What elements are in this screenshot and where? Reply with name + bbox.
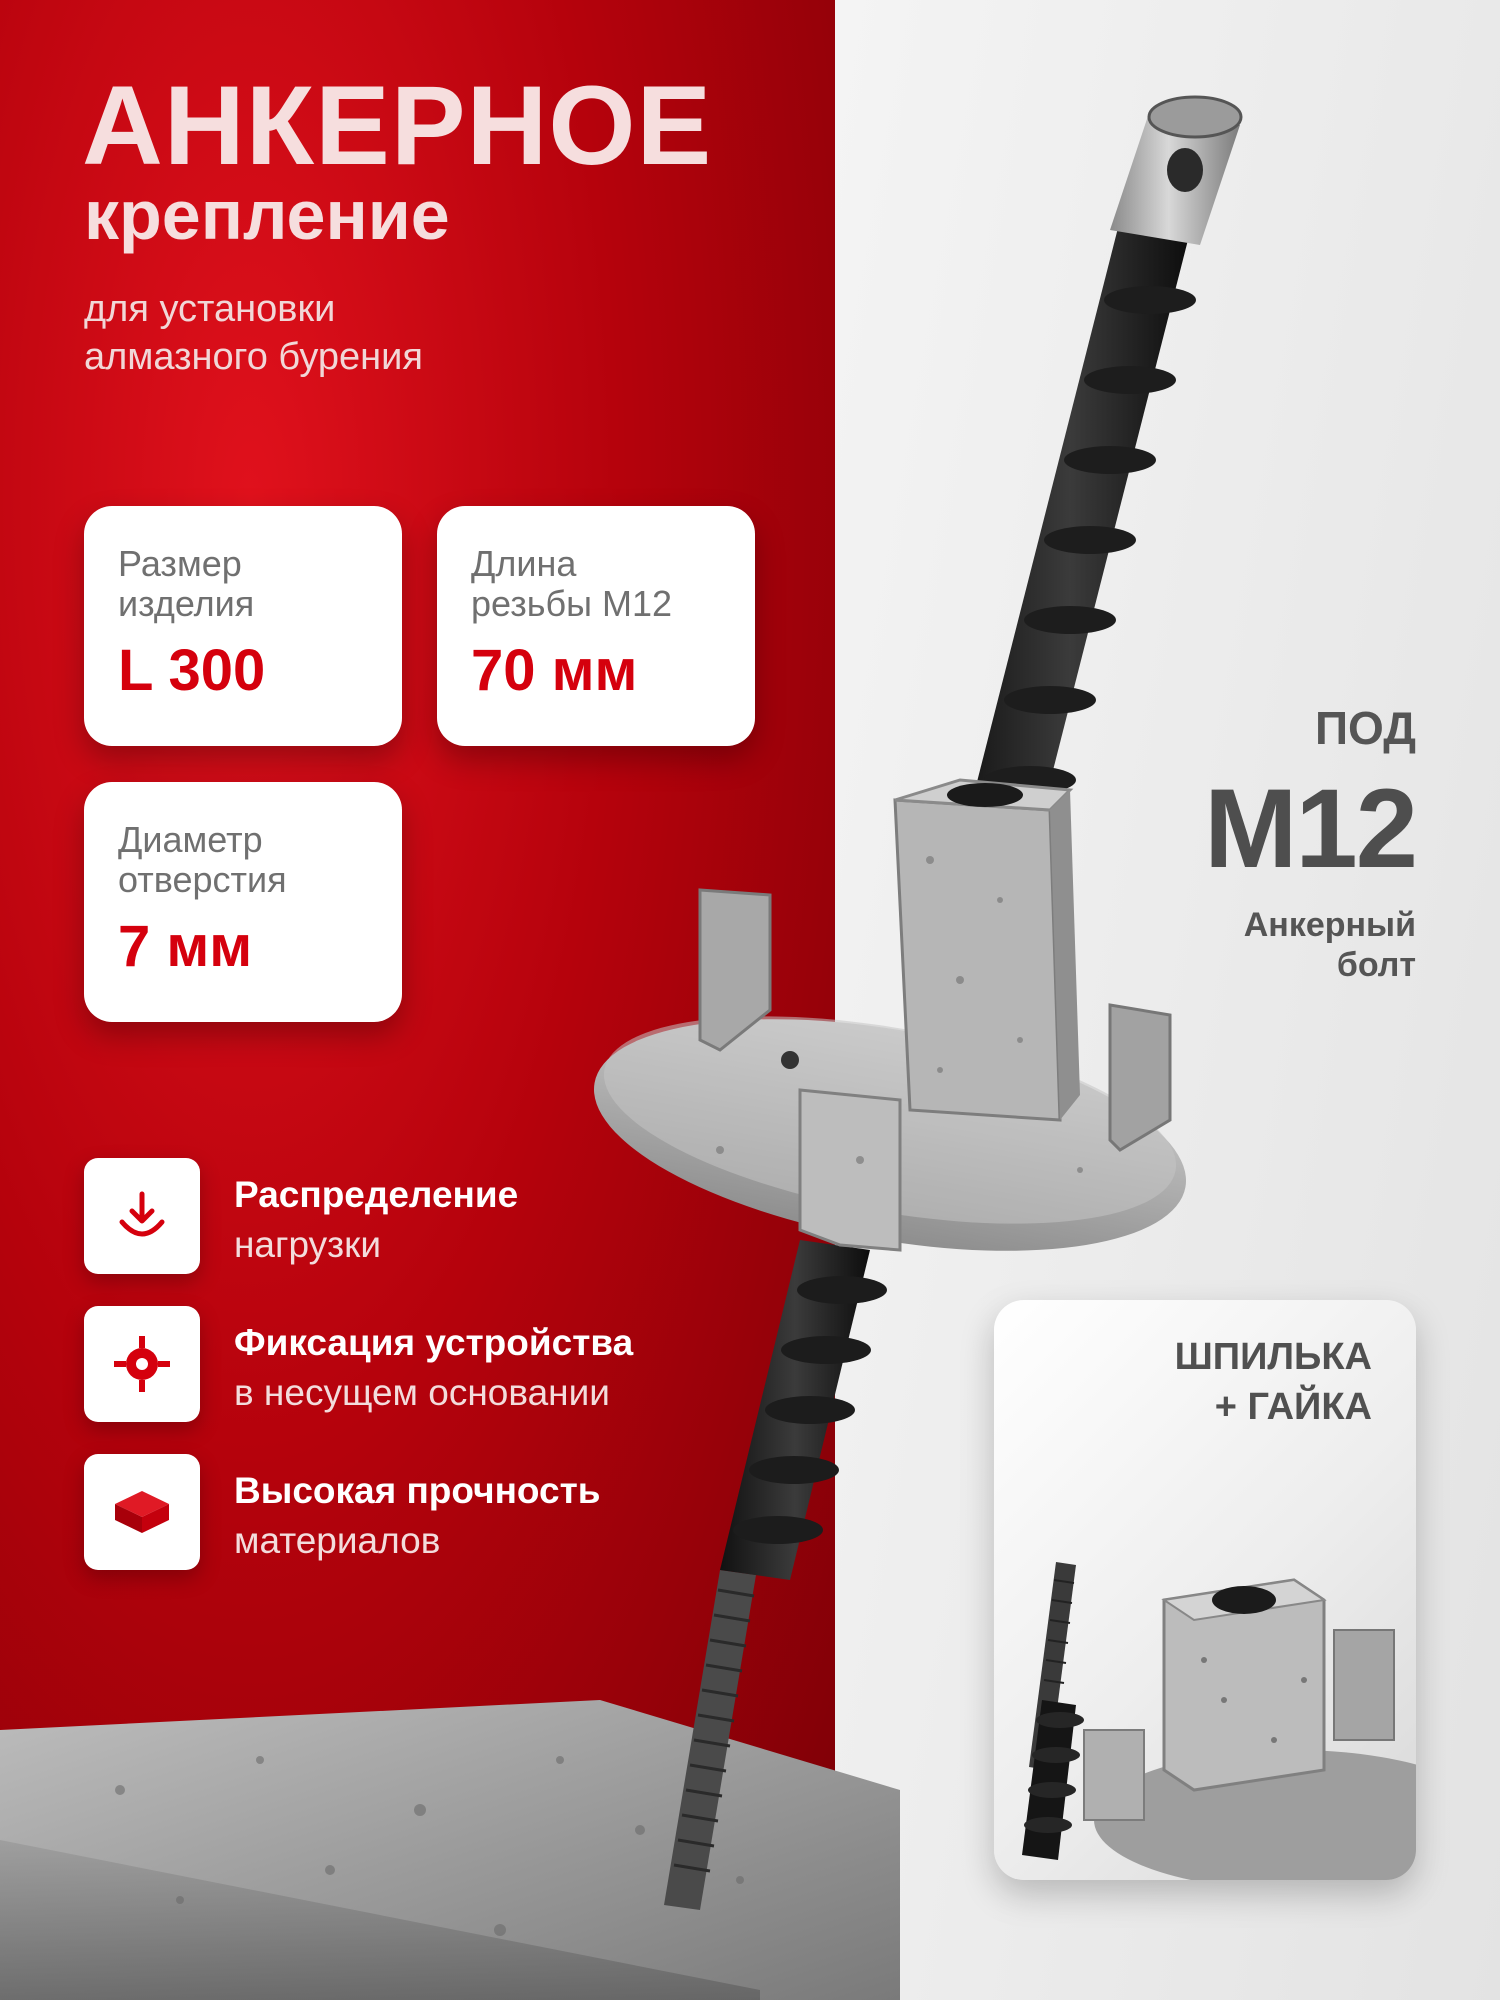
- spec-label: [118, 820, 368, 900]
- feature-text: нагрузки: [234, 1224, 381, 1265]
- feature-fixation: [84, 1306, 784, 1424]
- lead-line-1: для установки: [84, 288, 336, 330]
- spec-card-size: [84, 506, 402, 746]
- spec-label: [471, 544, 721, 624]
- spec-card-hole-diameter: [84, 782, 402, 1022]
- spec-label: [118, 544, 368, 624]
- strength-block-icon: [84, 1454, 200, 1570]
- badge-desc-line: болт: [1336, 946, 1416, 984]
- spec-value: 70 мм: [471, 638, 638, 703]
- spec-label-line: Размер: [118, 543, 242, 584]
- inset-caption-line: + ГАЙКА: [1214, 1386, 1372, 1428]
- load-distribution-icon: [84, 1158, 200, 1274]
- feature-title: Фиксация устройства: [234, 1322, 634, 1363]
- spec-label-line: изделия: [118, 583, 255, 624]
- feature-title: Высокая прочность: [234, 1470, 601, 1511]
- feature-text: в несущем основании: [234, 1372, 610, 1413]
- spec-label-line: отверстия: [118, 859, 287, 900]
- lead-line-2: алмазного бурения: [84, 336, 423, 378]
- feature-load-distribution: [84, 1158, 784, 1276]
- spec-card-thread-length: [437, 506, 755, 746]
- page-subtitle: крепление: [84, 176, 450, 254]
- size-badge: [1204, 702, 1416, 985]
- inset-caption-line: ШПИЛЬКА: [1174, 1336, 1372, 1378]
- page-title: АНКЕРНОЕ: [82, 63, 713, 188]
- feature-title: Распределение: [234, 1174, 519, 1215]
- feature-strength: [84, 1454, 784, 1572]
- feature-text: материалов: [234, 1520, 441, 1561]
- badge-desc-line: Анкерный: [1243, 906, 1416, 944]
- spec-label-line: Длина: [471, 543, 577, 584]
- badge-description: [1204, 905, 1416, 985]
- target-fixation-icon: [84, 1306, 200, 1422]
- spec-value: 7 мм: [118, 914, 253, 979]
- spec-label-line: резьбы М12: [471, 583, 673, 624]
- spec-value: L 300: [118, 638, 266, 703]
- badge-size: М12: [1204, 766, 1416, 891]
- spec-label-line: Диаметр: [118, 819, 263, 860]
- inset-caption: [1175, 1332, 1372, 1432]
- lead-text: [84, 285, 423, 381]
- badge-pod: ПОД: [1314, 702, 1416, 754]
- inset-card-stud-nut: [994, 1300, 1416, 1880]
